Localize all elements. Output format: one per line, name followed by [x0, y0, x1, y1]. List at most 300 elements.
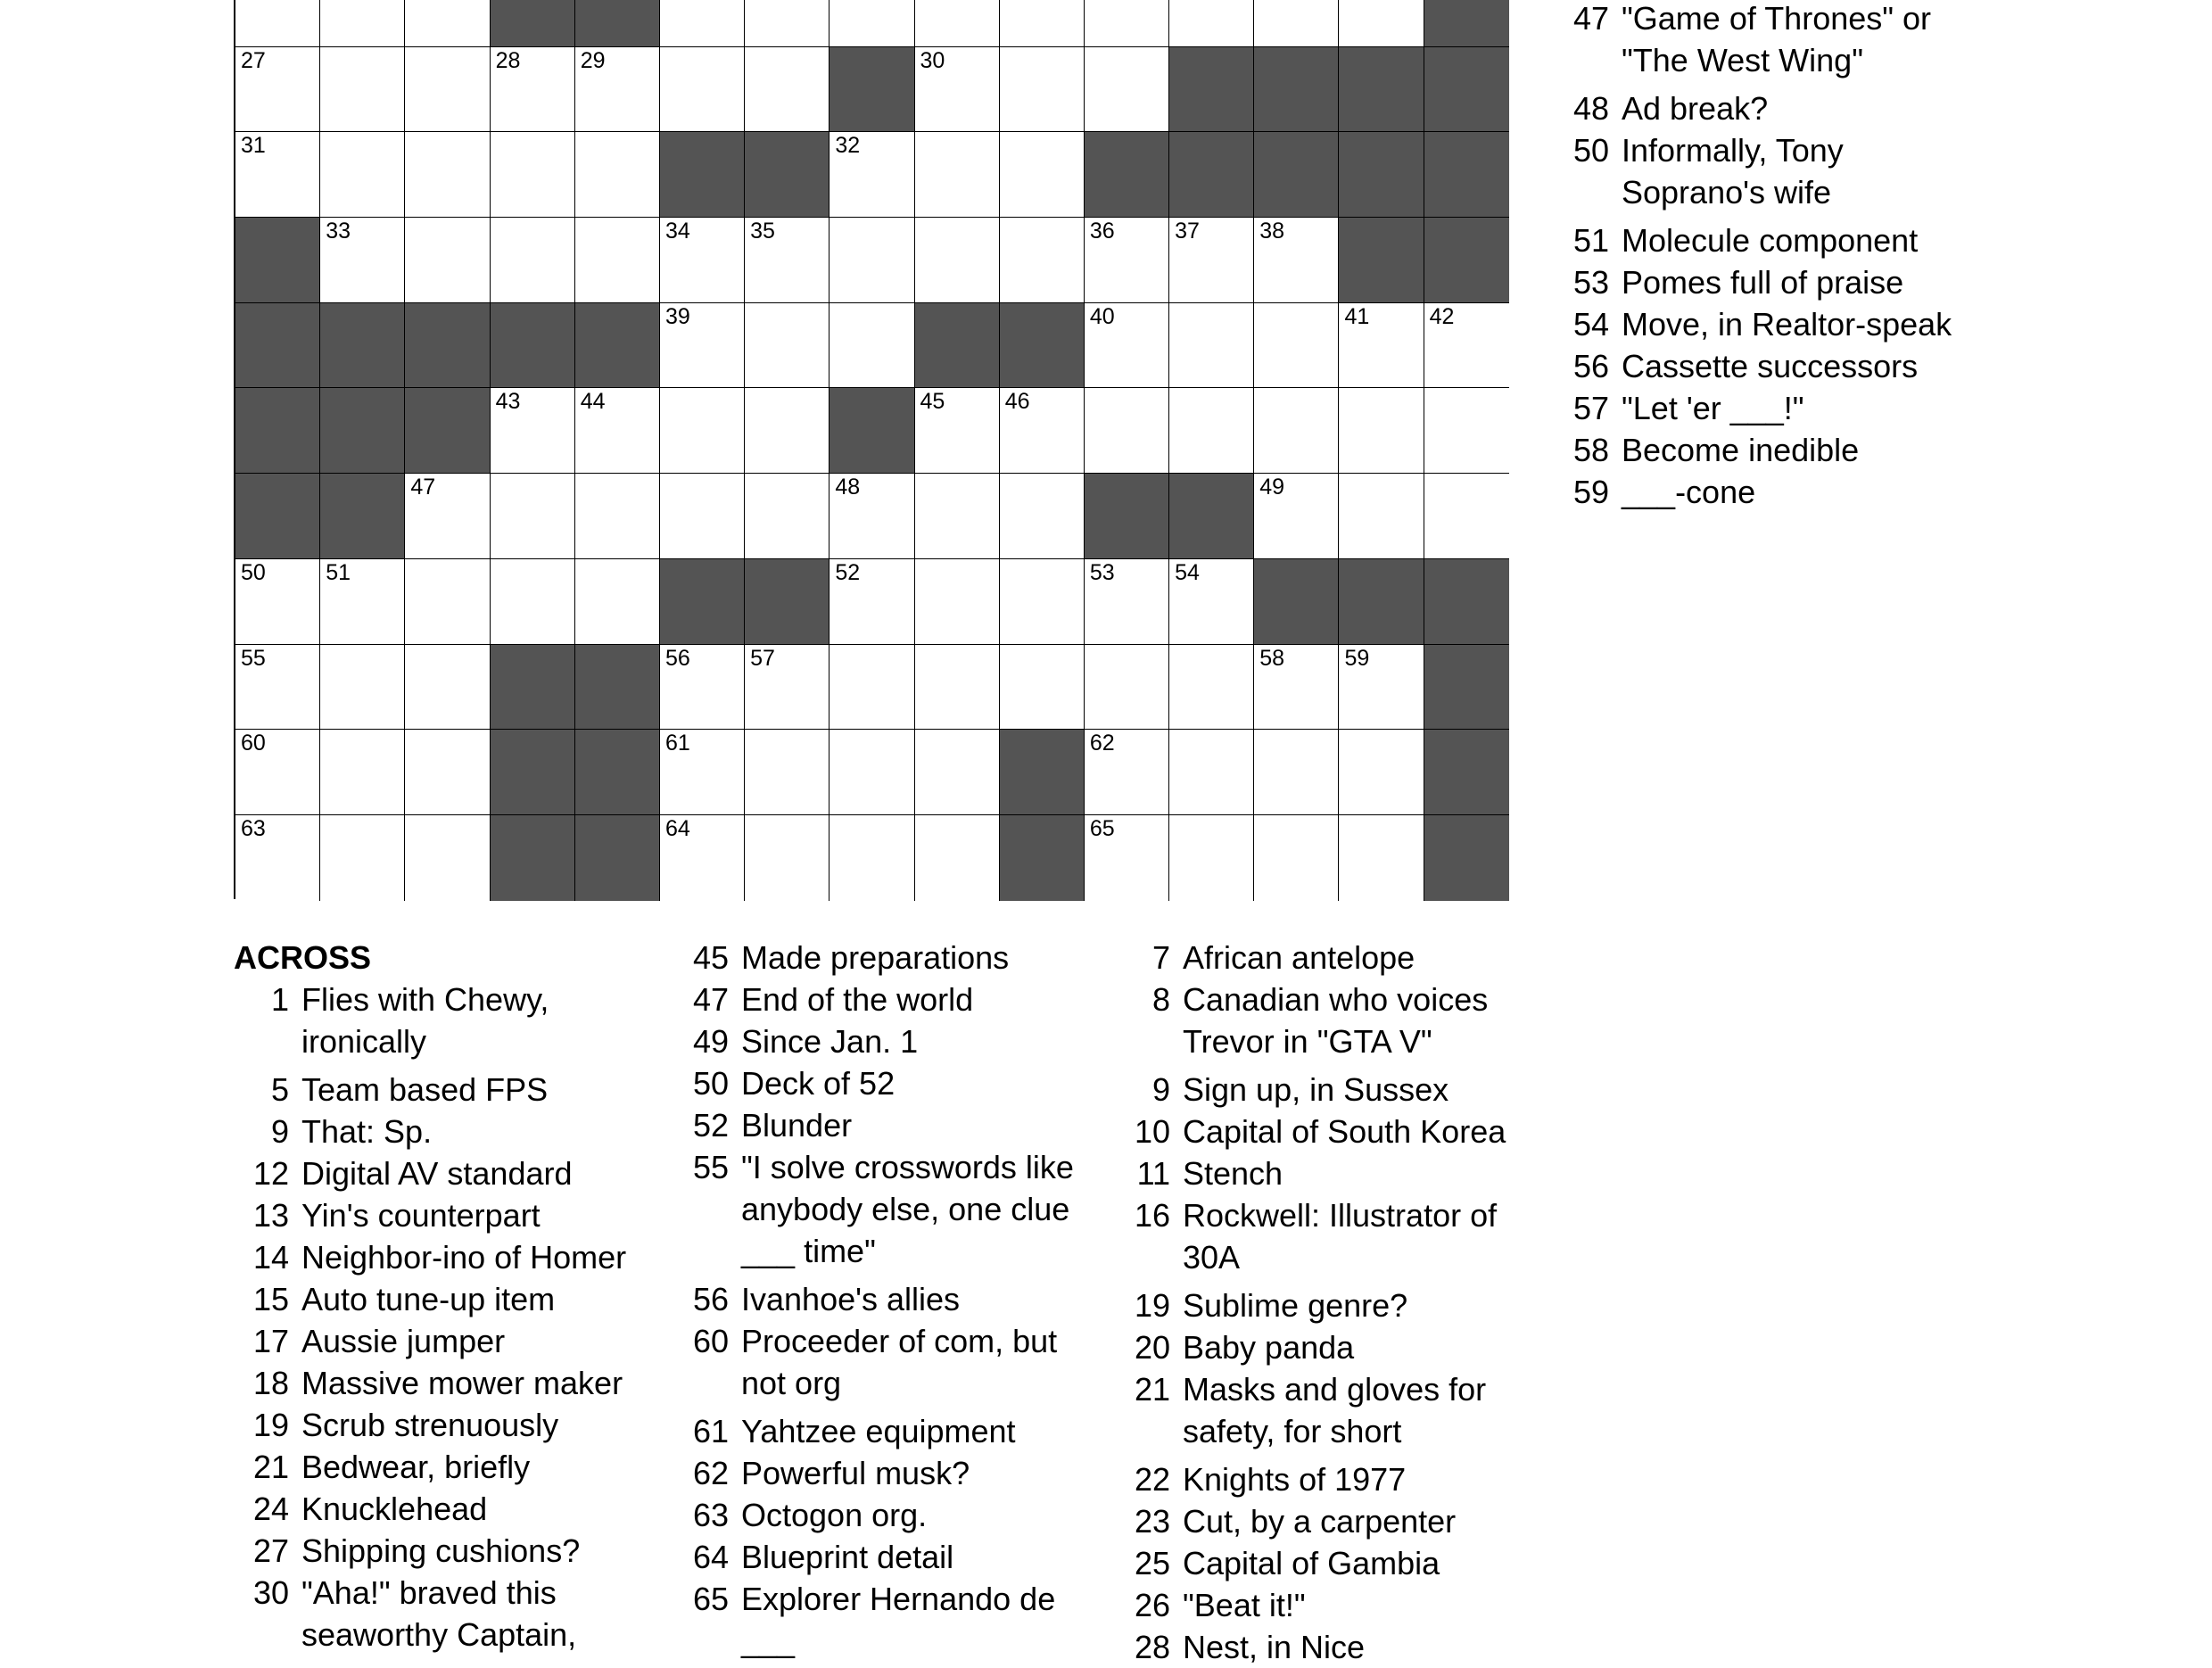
- grid-cell[interactable]: [320, 815, 405, 901]
- black-square: [235, 388, 320, 474]
- clue-number: 7: [1151, 939, 1170, 976]
- grid-cell[interactable]: [235, 132, 320, 218]
- black-square: [1254, 132, 1339, 218]
- grid-cell[interactable]: [491, 132, 575, 218]
- clue-text: Nest, in Nice: [1183, 1629, 1366, 1665]
- black-square: [491, 815, 575, 901]
- clue-item: [234, 1320, 653, 1362]
- black-square: [575, 815, 660, 901]
- clue-number: 25: [1134, 1545, 1170, 1581]
- grid-cell[interactable]: [1339, 730, 1424, 815]
- black-square: [1424, 218, 1509, 303]
- grid-cell[interactable]: [1339, 388, 1424, 474]
- grid-cell[interactable]: [660, 303, 745, 389]
- clue-text: Blunder: [741, 1107, 853, 1144]
- grid-cell[interactable]: [1000, 388, 1085, 474]
- grid-cell[interactable]: [830, 815, 914, 901]
- grid-cell[interactable]: [1254, 388, 1339, 474]
- grid-cell[interactable]: [915, 559, 1000, 645]
- grid-cell[interactable]: [1000, 645, 1085, 731]
- cell-number: 27: [241, 47, 266, 73]
- cell-number: 61: [664, 731, 690, 756]
- cell-number: 58: [1259, 645, 1285, 671]
- across-clues-column-2: [673, 937, 1093, 1668]
- clue-item: [234, 1236, 653, 1278]
- grid-cell[interactable]: [235, 730, 320, 815]
- grid-cell[interactable]: [320, 730, 405, 815]
- clue-number: 61: [692, 1413, 729, 1449]
- black-square: [1424, 730, 1509, 815]
- grid-cell[interactable]: [745, 730, 830, 815]
- clue-number: 50: [1572, 132, 1609, 169]
- clue-item: [673, 979, 1093, 1020]
- grid-cell[interactable]: [320, 645, 405, 731]
- black-square: [660, 559, 745, 645]
- cell-number: 32: [835, 133, 861, 159]
- clue-text: 30A: [1183, 1239, 1241, 1276]
- black-square: [1424, 559, 1509, 645]
- clue-item: [234, 1362, 653, 1404]
- grid-cell[interactable]: [1085, 47, 1169, 133]
- clue-item: [673, 1410, 1093, 1452]
- clue-number: 1: [270, 981, 289, 1018]
- cell-number: 50: [241, 559, 266, 585]
- clue-text: "The West Wing": [1622, 42, 1863, 78]
- clue-number: 50: [692, 1065, 729, 1102]
- crossword-grid: [234, 0, 1507, 899]
- grid-cell[interactable]: [1000, 474, 1085, 559]
- clue-number: 26: [1134, 1587, 1170, 1623]
- clue-number: 16: [1134, 1197, 1170, 1234]
- clue-item: [1554, 129, 2000, 213]
- grid-cell[interactable]: [1424, 474, 1509, 559]
- clue-number: 14: [252, 1239, 289, 1276]
- cell-number: 42: [1429, 303, 1455, 329]
- clue-text: Scrub strenuously: [301, 1407, 559, 1443]
- grid-cell[interactable]: [1000, 132, 1085, 218]
- clue-number: 24: [252, 1490, 289, 1527]
- grid-cell[interactable]: [575, 47, 660, 133]
- grid-cell[interactable]: [405, 645, 490, 731]
- clue-item: [1115, 1194, 1543, 1278]
- clue-number: 56: [1572, 348, 1609, 384]
- grid-cell[interactable]: [1339, 815, 1424, 901]
- grid-cell[interactable]: [660, 474, 745, 559]
- grid-cell[interactable]: [660, 218, 745, 303]
- clue-number: 17: [252, 1323, 289, 1359]
- clue-text: Rockwell: Illustrator of: [1183, 1197, 1498, 1234]
- cell-number: 65: [1089, 815, 1115, 841]
- grid-cell[interactable]: [405, 218, 490, 303]
- grid-cell[interactable]: [830, 0, 914, 47]
- grid-cell[interactable]: [660, 0, 745, 47]
- clue-number: 57: [1572, 390, 1609, 426]
- clue-text: Yin's counterpart: [301, 1197, 541, 1234]
- cell-number: 56: [664, 645, 690, 671]
- clue-number: 65: [692, 1581, 729, 1617]
- clue-text: Massive mower maker: [301, 1365, 623, 1401]
- black-square: [1169, 47, 1254, 133]
- grid-cell[interactable]: [235, 559, 320, 645]
- black-square: [235, 303, 320, 389]
- grid-cell[interactable]: [1000, 218, 1085, 303]
- grid-cell[interactable]: [660, 388, 745, 474]
- grid-cell[interactable]: [1169, 559, 1254, 645]
- black-square: [1339, 47, 1424, 133]
- clue-item: [673, 1104, 1093, 1146]
- clue-text: Cassette successors: [1622, 348, 1919, 384]
- clue-text: Cut, by a carpenter: [1183, 1503, 1457, 1540]
- clue-item: [1554, 0, 2000, 81]
- grid-cell[interactable]: [405, 0, 490, 47]
- grid-cell[interactable]: [491, 474, 575, 559]
- clue-number: 54: [1572, 306, 1609, 343]
- grid-cell[interactable]: [660, 730, 745, 815]
- clue-number: 9: [1151, 1071, 1170, 1108]
- grid-cell[interactable]: [1339, 303, 1424, 389]
- clue-item: [1554, 345, 2000, 387]
- clue-text: Explorer Hernando de: [741, 1581, 1056, 1617]
- grid-cell[interactable]: [915, 730, 1000, 815]
- black-square: [575, 645, 660, 731]
- grid-cell[interactable]: [1254, 218, 1339, 303]
- grid-cell[interactable]: [1254, 815, 1339, 901]
- clue-text: ___-cone: [1622, 474, 1756, 510]
- clue-text: Bedwear, briefly: [301, 1449, 531, 1485]
- clue-item: [673, 1536, 1093, 1578]
- grid-cell[interactable]: [830, 474, 914, 559]
- grid-cell[interactable]: [830, 645, 914, 731]
- grid-cell[interactable]: [320, 132, 405, 218]
- grid-cell[interactable]: [1169, 645, 1254, 731]
- clue-number: 19: [1134, 1287, 1170, 1324]
- grid-cell[interactable]: [745, 0, 830, 47]
- black-square: [1000, 730, 1085, 815]
- cell-number: 59: [1344, 645, 1370, 671]
- grid-cell[interactable]: [491, 47, 575, 133]
- clue-number: 48: [1572, 90, 1609, 127]
- grid-cell[interactable]: [1339, 474, 1424, 559]
- clue-item: [234, 1152, 653, 1194]
- black-square: [745, 132, 830, 218]
- clue-number: 15: [252, 1281, 289, 1317]
- cell-number: 53: [1089, 559, 1115, 585]
- clue-item: [673, 1278, 1093, 1320]
- clue-number: 28: [1134, 1629, 1170, 1665]
- clue-text: Sign up, in Sussex: [1183, 1071, 1449, 1108]
- grid-cell[interactable]: [1339, 645, 1424, 731]
- grid-cell[interactable]: [1085, 388, 1169, 474]
- grid-cell[interactable]: [491, 388, 575, 474]
- grid-cell[interactable]: [745, 47, 830, 133]
- clue-item: [1115, 979, 1543, 1062]
- clue-number: 12: [252, 1155, 289, 1192]
- clue-text: Canadian who voices: [1183, 981, 1489, 1018]
- clue-number: 23: [1134, 1503, 1170, 1540]
- clue-item: [673, 1320, 1093, 1404]
- clue-text: ___ time": [741, 1233, 876, 1269]
- clue-item: [234, 1488, 653, 1530]
- clue-item: [1115, 1458, 1543, 1500]
- grid-cell[interactable]: [1000, 0, 1085, 47]
- grid-cell[interactable]: [745, 815, 830, 901]
- clue-item: [1115, 1626, 1543, 1668]
- clue-item: [1554, 87, 2000, 129]
- grid-cell[interactable]: [915, 218, 1000, 303]
- clue-text: Ad break?: [1622, 90, 1769, 127]
- clue-item: [673, 1020, 1093, 1062]
- clue-text: Capital of Gambia: [1183, 1545, 1440, 1581]
- grid-cell[interactable]: [575, 132, 660, 218]
- grid-cell[interactable]: [1000, 47, 1085, 133]
- grid-cell[interactable]: [405, 559, 490, 645]
- grid-cell[interactable]: [915, 47, 1000, 133]
- clue-number: 22: [1134, 1461, 1170, 1498]
- grid-cell[interactable]: [830, 730, 914, 815]
- clue-item: [234, 1111, 653, 1152]
- grid-cell[interactable]: [1000, 559, 1085, 645]
- clue-text: Pomes full of praise: [1622, 264, 1904, 301]
- grid-cell[interactable]: [745, 388, 830, 474]
- clue-text: not org: [741, 1365, 842, 1401]
- black-square: [235, 218, 320, 303]
- clue-text: "Aha!" braved this: [301, 1574, 557, 1611]
- clue-number: 63: [692, 1497, 729, 1533]
- clue-item: [1554, 387, 2000, 429]
- clue-number: 60: [692, 1323, 729, 1359]
- clue-number: 27: [252, 1532, 289, 1569]
- clue-number: 18: [252, 1365, 289, 1401]
- black-square: [405, 303, 490, 389]
- grid-cell[interactable]: [660, 645, 745, 731]
- grid-cell[interactable]: [320, 0, 405, 47]
- grid-cell[interactable]: [405, 474, 490, 559]
- grid-cell[interactable]: [405, 815, 490, 901]
- grid-cell[interactable]: [1254, 645, 1339, 731]
- clue-item: [1554, 261, 2000, 303]
- clue-text: Digital AV standard: [301, 1155, 573, 1192]
- clue-text: African antelope: [1183, 939, 1416, 976]
- grid-cell[interactable]: [915, 132, 1000, 218]
- clue-text: That: Sp.: [301, 1113, 433, 1150]
- clue-text: Flies with Chewy,: [301, 981, 549, 1018]
- clue-number: 11: [1136, 1155, 1170, 1192]
- grid-cell[interactable]: [1085, 303, 1169, 389]
- across-clues-column-1: [234, 937, 653, 1662]
- clue-text: Sublime genre?: [1183, 1287, 1408, 1324]
- black-square: [575, 730, 660, 815]
- clue-number: 53: [1572, 264, 1609, 301]
- grid-cell[interactable]: [1254, 303, 1339, 389]
- cell-number: 48: [835, 475, 861, 500]
- cell-number: 44: [580, 389, 606, 415]
- grid-cell[interactable]: [235, 47, 320, 133]
- grid-cell[interactable]: [491, 218, 575, 303]
- black-square: [235, 474, 320, 559]
- clue-text: "Let 'er ___!": [1622, 390, 1804, 426]
- cell-number: 29: [580, 47, 606, 73]
- grid-cell[interactable]: [235, 645, 320, 731]
- clue-number: 47: [1572, 0, 1609, 37]
- clue-item: [1554, 429, 2000, 471]
- grid-cell[interactable]: [830, 132, 914, 218]
- cell-number: 33: [326, 219, 351, 244]
- grid-cell[interactable]: [1254, 0, 1339, 47]
- clue-item: [1115, 1542, 1543, 1584]
- cell-number: 34: [664, 219, 690, 244]
- clue-item: [1554, 219, 2000, 261]
- black-square: [1339, 132, 1424, 218]
- grid-cell[interactable]: [405, 47, 490, 133]
- clue-text: ironically: [301, 1023, 427, 1060]
- clue-text: safety, for short: [1183, 1413, 1402, 1449]
- grid-cell[interactable]: [405, 730, 490, 815]
- clue-text: Masks and gloves for: [1183, 1371, 1487, 1408]
- clue-item: [1115, 1500, 1543, 1542]
- grid-cell[interactable]: [1169, 730, 1254, 815]
- grid-cell[interactable]: [745, 474, 830, 559]
- black-square: [491, 730, 575, 815]
- down-clues-column-2: [1554, 0, 2000, 513]
- cell-number: 28: [495, 47, 521, 73]
- grid-cell[interactable]: [1085, 730, 1169, 815]
- black-square: [1424, 132, 1509, 218]
- clue-item: [234, 979, 653, 1062]
- grid-cell[interactable]: [1169, 218, 1254, 303]
- clue-text: Molecule component: [1622, 222, 1919, 259]
- clue-text: "Game of Thrones" or: [1622, 0, 1932, 37]
- black-square: [915, 303, 1000, 389]
- grid-cell[interactable]: [575, 559, 660, 645]
- grid-cell[interactable]: [915, 645, 1000, 731]
- grid-cell[interactable]: [235, 0, 320, 47]
- grid-cell[interactable]: [320, 218, 405, 303]
- grid-cell[interactable]: [1254, 730, 1339, 815]
- cell-number: 57: [750, 645, 775, 671]
- grid-cell[interactable]: [1169, 815, 1254, 901]
- black-square: [1085, 132, 1169, 218]
- black-square: [1254, 559, 1339, 645]
- grid-cell[interactable]: [1085, 0, 1169, 47]
- grid-cell[interactable]: [745, 645, 830, 731]
- clue-item: [673, 1062, 1093, 1104]
- clue-text: Baby panda: [1183, 1329, 1355, 1366]
- black-square: [745, 559, 830, 645]
- clue-text: Trevor in "GTA V": [1183, 1023, 1432, 1060]
- clue-text: seaworthy Captain,: [301, 1616, 577, 1653]
- black-square: [405, 388, 490, 474]
- grid-cell[interactable]: [1085, 218, 1169, 303]
- cell-number: 55: [241, 645, 266, 671]
- grid-cell[interactable]: [1424, 303, 1509, 389]
- grid-cell[interactable]: [745, 303, 830, 389]
- clue-item: [673, 1578, 1093, 1662]
- grid-cell[interactable]: [320, 559, 405, 645]
- grid-cell[interactable]: [575, 474, 660, 559]
- grid-cell[interactable]: [575, 218, 660, 303]
- grid-cell[interactable]: [405, 132, 490, 218]
- cell-number: 45: [920, 389, 945, 415]
- clue-text: Blueprint detail: [741, 1539, 954, 1575]
- grid-cell[interactable]: [1085, 815, 1169, 901]
- cell-number: 31: [241, 133, 266, 159]
- clue-item: [1115, 1111, 1543, 1152]
- cell-number: 60: [241, 731, 266, 756]
- clue-item: [234, 1572, 653, 1656]
- grid-cell[interactable]: [660, 47, 745, 133]
- clue-text: Octogon org.: [741, 1497, 928, 1533]
- grid-cell[interactable]: [1169, 303, 1254, 389]
- grid-cell[interactable]: [915, 815, 1000, 901]
- clue-number: 21: [1134, 1371, 1170, 1408]
- clue-item: [234, 1530, 653, 1572]
- grid-cell[interactable]: [830, 303, 914, 389]
- grid-cell[interactable]: [1169, 388, 1254, 474]
- clue-item: [234, 1278, 653, 1320]
- black-square: [660, 132, 745, 218]
- black-square: [491, 645, 575, 731]
- cell-number: 63: [241, 815, 266, 841]
- grid-cell[interactable]: [1085, 645, 1169, 731]
- black-square: [320, 474, 405, 559]
- grid-cell[interactable]: [830, 218, 914, 303]
- clue-number: 8: [1151, 981, 1170, 1018]
- grid-cell[interactable]: [491, 559, 575, 645]
- black-square: [1339, 559, 1424, 645]
- clue-text: End of the world: [741, 981, 974, 1018]
- clue-item: [1115, 937, 1543, 979]
- grid-cell[interactable]: [830, 559, 914, 645]
- clue-number: 49: [692, 1023, 729, 1060]
- grid-cell[interactable]: [660, 815, 745, 901]
- cell-number: 47: [410, 475, 436, 500]
- black-square: [830, 388, 914, 474]
- clue-item: [234, 1194, 653, 1236]
- grid-cell[interactable]: [1339, 0, 1424, 47]
- across-heading: ACROSS: [234, 939, 372, 976]
- grid-cell[interactable]: [915, 0, 1000, 47]
- clue-number: 59: [1572, 474, 1609, 510]
- black-square: [575, 0, 660, 47]
- grid-cell[interactable]: [1254, 474, 1339, 559]
- grid-cell[interactable]: [1424, 388, 1509, 474]
- clue-text: Knights of 1977: [1183, 1461, 1407, 1498]
- clue-text: Team based FPS: [301, 1071, 549, 1108]
- clue-item: [234, 1069, 653, 1111]
- grid-cell[interactable]: [1169, 0, 1254, 47]
- cell-number: 37: [1175, 219, 1200, 244]
- grid-cell[interactable]: [320, 47, 405, 133]
- cell-number: 64: [664, 815, 690, 841]
- grid-cell[interactable]: [745, 218, 830, 303]
- grid-cell[interactable]: [915, 388, 1000, 474]
- clue-text: Deck of 52: [741, 1065, 896, 1102]
- grid-cell[interactable]: [235, 815, 320, 901]
- grid-cell[interactable]: [575, 388, 660, 474]
- clue-item: [234, 1446, 653, 1488]
- black-square: [1424, 0, 1509, 47]
- cell-number: 39: [664, 303, 690, 329]
- cell-number: 43: [495, 389, 521, 415]
- clue-item: [673, 1452, 1093, 1494]
- clue-number: 58: [1572, 432, 1609, 468]
- black-square: [320, 388, 405, 474]
- grid-cell[interactable]: [915, 474, 1000, 559]
- cell-number: 52: [835, 559, 861, 585]
- grid-cell[interactable]: [1085, 559, 1169, 645]
- black-square: [1000, 815, 1085, 901]
- black-square: [1085, 474, 1169, 559]
